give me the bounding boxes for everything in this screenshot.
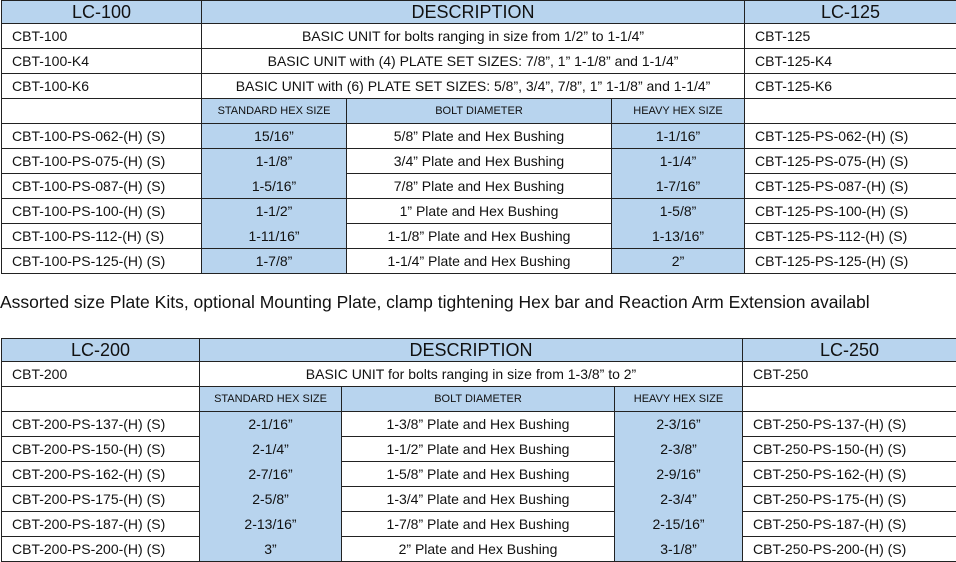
standard-hex-size: 3” — [200, 537, 342, 562]
subheader-row — [2, 387, 956, 412]
table-header-row — [2, 1, 956, 24]
standard-hex-size: 15/16” — [202, 124, 347, 149]
basic-description: BASIC UNIT for bolts ranging in size from 1/2” to 1-1/4” — [202, 24, 745, 49]
basic-row — [2, 24, 956, 49]
bolt-diameter: 7/8” Plate and Hex Bushing — [347, 174, 612, 199]
bolt-diameter: 1-5/8” Plate and Hex Bushing — [342, 462, 615, 487]
part-number: CBT-250 — [743, 362, 956, 387]
standard-hex-size: 2-7/16” — [200, 462, 342, 487]
part-number: CBT-125-PS-087-(H) (S) — [745, 174, 956, 199]
part-number: CBT-100 — [2, 24, 202, 49]
table-row — [2, 224, 956, 249]
part-number: CBT-100-K6 — [2, 74, 202, 99]
header-lc100: LC-100 — [2, 1, 202, 24]
subheader-bolt-diameter: BOLT DIAMETER — [342, 387, 615, 412]
standard-hex-size: 2-13/16” — [200, 512, 342, 537]
standard-hex-size: 1-1/2” — [202, 199, 347, 224]
part-number: CBT-250-PS-162-(H) (S) — [743, 462, 956, 487]
part-number: CBT-125-K6 — [745, 74, 956, 99]
part-number: CBT-250-PS-137-(H) (S) — [743, 412, 956, 437]
basic-row — [2, 74, 956, 99]
heavy-hex-size: 2-3/16” — [615, 412, 743, 437]
header-description: DESCRIPTION — [200, 339, 743, 362]
bolt-diameter: 1-1/4” Plate and Hex Bushing — [347, 249, 612, 274]
blank-cell — [745, 99, 956, 124]
bolt-diameter: 1-1/2” Plate and Hex Bushing — [342, 437, 615, 462]
blank-cell — [2, 99, 202, 124]
bolt-diameter: 1-3/4” Plate and Hex Bushing — [342, 487, 615, 512]
bolt-diameter: 1-7/8” Plate and Hex Bushing — [342, 512, 615, 537]
table-row — [2, 174, 956, 199]
part-number: CBT-125-PS-112-(H) (S) — [745, 224, 956, 249]
basic-description: BASIC UNIT with (6) PLATE SET SIZES: 5/8”, 3/4”, 7/8”, 1” 1-1/8” and 1-1/4” — [202, 74, 745, 99]
lc200-lc250-table — [1, 338, 956, 562]
heavy-hex-size: 2-3/8” — [615, 437, 743, 462]
part-number: CBT-250-PS-200-(H) (S) — [743, 537, 956, 562]
subheader-standard-hex: STANDARD HEX SIZE — [202, 99, 347, 124]
part-number: CBT-200-PS-175-(H) (S) — [2, 487, 200, 512]
bolt-diameter: 1-1/8” Plate and Hex Bushing — [347, 224, 612, 249]
part-number: CBT-200 — [2, 362, 200, 387]
heavy-hex-size: 2-3/4” — [615, 487, 743, 512]
heavy-hex-size: 3-1/8” — [615, 537, 743, 562]
part-number: CBT-250-PS-187-(H) (S) — [743, 512, 956, 537]
part-number: CBT-200-PS-200-(H) (S) — [2, 537, 200, 562]
part-number: CBT-125-PS-062-(H) (S) — [745, 124, 956, 149]
basic-row — [2, 49, 956, 74]
bolt-diameter: 5/8” Plate and Hex Bushing — [347, 124, 612, 149]
part-number: CBT-100-PS-075-(H) (S) — [2, 149, 202, 174]
part-number: CBT-100-PS-125-(H) (S) — [2, 249, 202, 274]
blank-cell — [2, 387, 200, 412]
part-number: CBT-100-PS-112-(H) (S) — [2, 224, 202, 249]
heavy-hex-size: 2” — [612, 249, 745, 274]
basic-row — [2, 362, 956, 387]
part-number: CBT-200-PS-150-(H) (S) — [2, 437, 200, 462]
header-lc250: LC-250 — [743, 339, 956, 362]
part-number: CBT-125-PS-125-(H) (S) — [745, 249, 956, 274]
part-number: CBT-250-PS-175-(H) (S) — [743, 487, 956, 512]
header-lc125: LC-125 — [745, 1, 956, 24]
basic-description: BASIC UNIT for bolts ranging in size from 1-3/8” to 2” — [200, 362, 743, 387]
table-row — [2, 462, 956, 487]
standard-hex-size: 2-5/8” — [200, 487, 342, 512]
table-row — [2, 199, 956, 224]
standard-hex-size: 2-1/4” — [200, 437, 342, 462]
part-number: CBT-200-PS-187-(H) (S) — [2, 512, 200, 537]
standard-hex-size: 1-1/8” — [202, 149, 347, 174]
table-row — [2, 437, 956, 462]
table-row — [2, 149, 956, 174]
header-lc200: LC-200 — [2, 339, 200, 362]
part-number: CBT-100-PS-087-(H) (S) — [2, 174, 202, 199]
part-number: CBT-125-PS-075-(H) (S) — [745, 149, 956, 174]
heavy-hex-size: 1-7/16” — [612, 174, 745, 199]
bolt-diameter: 2” Plate and Hex Bushing — [342, 537, 615, 562]
standard-hex-size: 1-5/16” — [202, 174, 347, 199]
table-row — [2, 412, 956, 437]
subheader-standard-hex: STANDARD HEX SIZE — [200, 387, 342, 412]
table-row — [2, 124, 956, 149]
heavy-hex-size: 1-1/4” — [612, 149, 745, 174]
subheader-row — [2, 99, 956, 124]
blank-cell — [743, 387, 956, 412]
header-description: DESCRIPTION — [202, 1, 745, 24]
table-row — [2, 537, 956, 562]
table-header-row — [2, 339, 956, 362]
part-number: CBT-125-PS-100-(H) (S) — [745, 199, 956, 224]
basic-description: BASIC UNIT with (4) PLATE SET SIZES: 7/8”, 1” 1-1/8” and 1-1/4” — [202, 49, 745, 74]
heavy-hex-size: 2-15/16” — [615, 512, 743, 537]
part-number: CBT-200-PS-137-(H) (S) — [2, 412, 200, 437]
part-number: CBT-250-PS-150-(H) (S) — [743, 437, 956, 462]
heavy-hex-size: 1-5/8” — [612, 199, 745, 224]
subheader-heavy-hex: HEAVY HEX SIZE — [615, 387, 743, 412]
part-number: CBT-125-K4 — [745, 49, 956, 74]
subheader-heavy-hex: HEAVY HEX SIZE — [612, 99, 745, 124]
part-number: CBT-200-PS-162-(H) (S) — [2, 462, 200, 487]
part-number: CBT-100-PS-062-(H) (S) — [2, 124, 202, 149]
heavy-hex-size: 2-9/16” — [615, 462, 743, 487]
table-row — [2, 512, 956, 537]
bolt-diameter: 1” Plate and Hex Bushing — [347, 199, 612, 224]
standard-hex-size: 1-11/16” — [202, 224, 347, 249]
part-number: CBT-125 — [745, 24, 956, 49]
heavy-hex-size: 1-1/16” — [612, 124, 745, 149]
heavy-hex-size: 1-13/16” — [612, 224, 745, 249]
accessories-note: Assorted size Plate Kits, optional Mounting Plate, clamp tightening Hex bar and Reaction Arm Extension availabl — [0, 292, 870, 313]
bolt-diameter: 3/4” Plate and Hex Bushing — [347, 149, 612, 174]
table-row — [2, 249, 956, 274]
lc100-lc125-table — [1, 0, 956, 274]
standard-hex-size: 2-1/16” — [200, 412, 342, 437]
bolt-diameter: 1-3/8” Plate and Hex Bushing — [342, 412, 615, 437]
part-number: CBT-100-PS-100-(H) (S) — [2, 199, 202, 224]
part-number: CBT-100-K4 — [2, 49, 202, 74]
table-row — [2, 487, 956, 512]
subheader-bolt-diameter: BOLT DIAMETER — [347, 99, 612, 124]
standard-hex-size: 1-7/8” — [202, 249, 347, 274]
